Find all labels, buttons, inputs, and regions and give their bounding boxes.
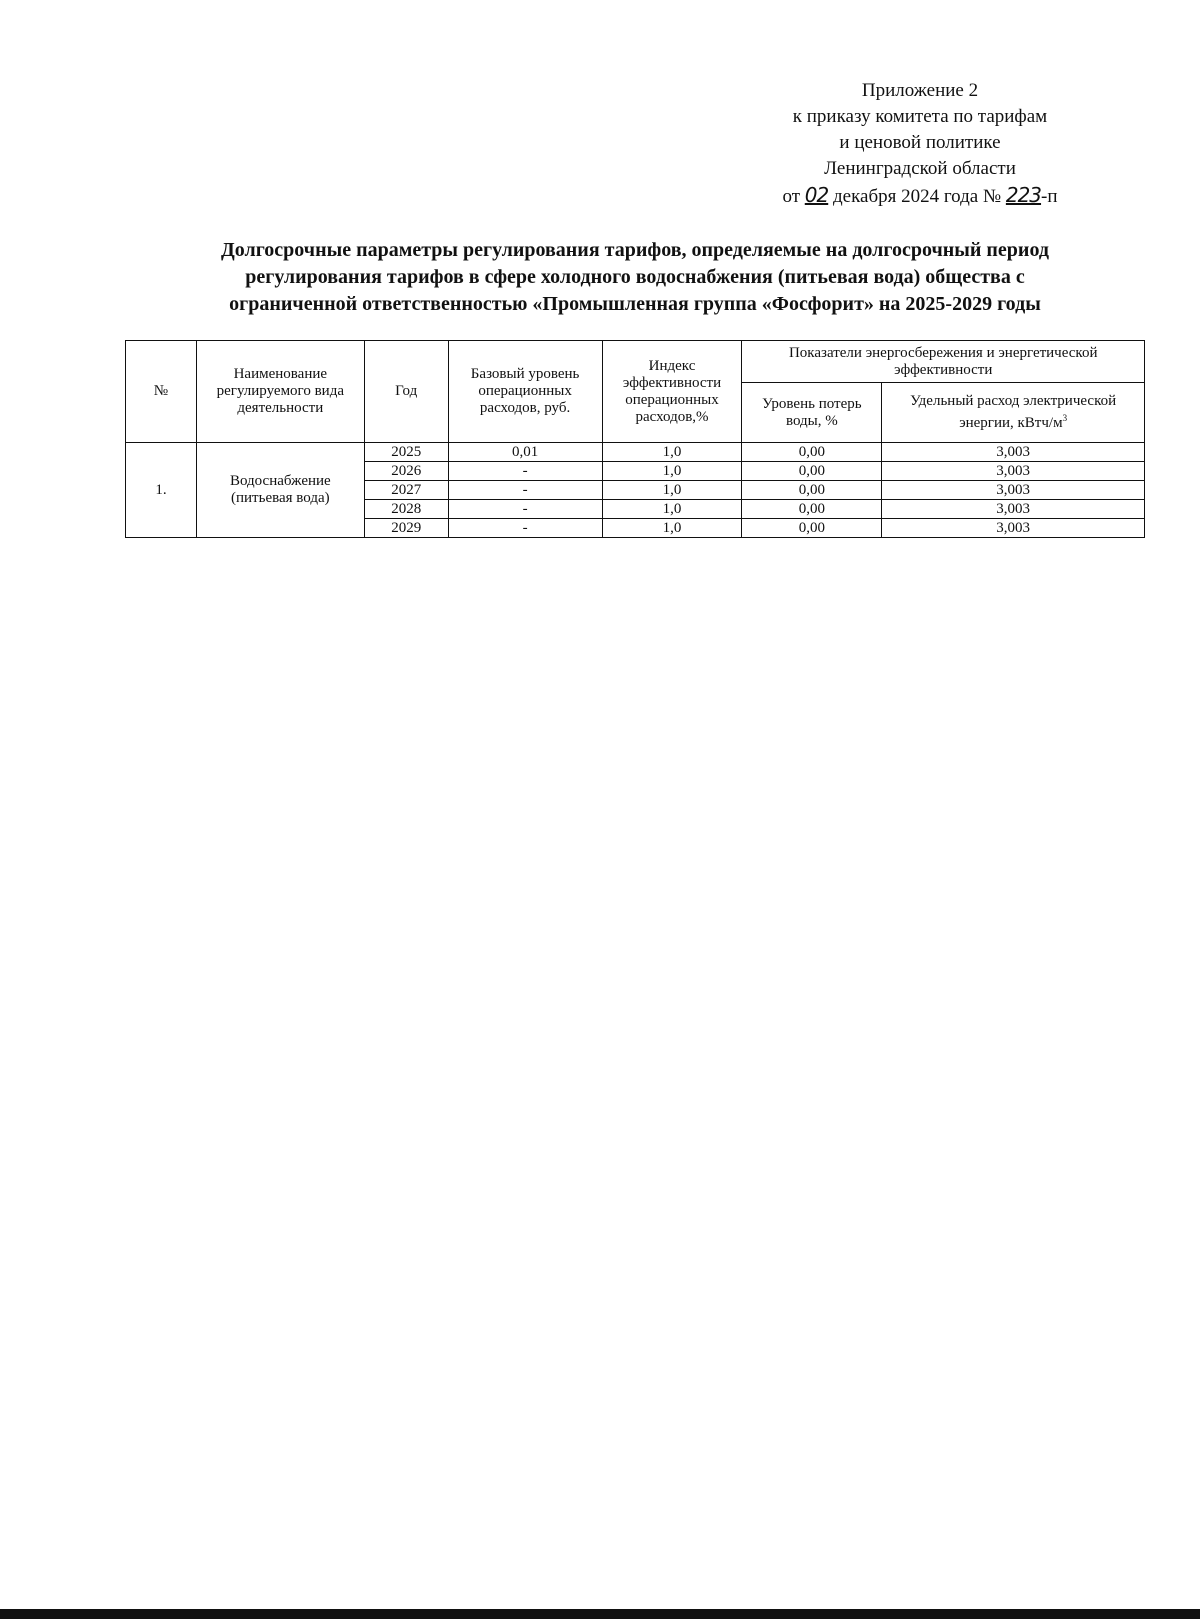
cell-base-level: - <box>448 462 602 481</box>
cell-losses: 0,00 <box>742 462 882 481</box>
document-title <box>120 237 1150 318</box>
handwritten-day: 02 <box>804 183 829 207</box>
header-activity: Наименование регулируемого вида деятельности <box>196 341 364 443</box>
appendix-region: Ленинградской области <box>824 158 1016 179</box>
appendix-title: Приложение 2 <box>861 80 979 101</box>
energy-unit-superscript: 3 <box>1062 413 1068 423</box>
parameters-table <box>125 340 1145 538</box>
appendix-committee: и ценовой политике <box>839 132 1001 153</box>
cell-year: 2026 <box>364 462 448 481</box>
row-activity: Водоснабжение (питьевая вода) <box>196 443 364 538</box>
cell-energy: 3,003 <box>882 443 1145 462</box>
title-line-2: регулирования тарифов в сфере холодного водоснабжения (питьевая вода) общества с <box>245 266 1025 288</box>
cell-index: 1,0 <box>602 519 742 538</box>
scan-bottom-edge <box>0 1609 1200 1619</box>
cell-energy: 3,003 <box>882 519 1145 538</box>
header-water-losses: Уровень потерь воды, % <box>742 383 882 443</box>
cell-year: 2028 <box>364 500 448 519</box>
cell-energy: 3,003 <box>882 481 1145 500</box>
cell-base-level: 0,01 <box>448 443 602 462</box>
cell-index: 1,0 <box>602 443 742 462</box>
table-row <box>126 443 1145 462</box>
order-suffix: -п <box>1041 186 1058 207</box>
header-number: № <box>126 341 197 443</box>
appendix-header <box>720 78 1120 210</box>
header-base-level: Базовый уровень операционных расходов, руб. <box>448 341 602 443</box>
cell-energy: 3,003 <box>882 462 1145 481</box>
header-year: Год <box>364 341 448 443</box>
header-energy-group: Показатели энергосбережения и энергетической эффективности <box>742 341 1145 383</box>
cell-losses: 0,00 <box>742 481 882 500</box>
cell-losses: 0,00 <box>742 443 882 462</box>
date-middle: декабря 2024 года № <box>828 186 1006 207</box>
header-energy-consumption <box>882 383 1145 443</box>
cell-base-level: - <box>448 500 602 519</box>
row-number: 1. <box>126 443 197 538</box>
cell-year: 2029 <box>364 519 448 538</box>
handwritten-order-number: 223 <box>1005 183 1042 207</box>
cell-base-level: - <box>448 519 602 538</box>
date-prefix: от <box>782 186 805 207</box>
cell-index: 1,0 <box>602 500 742 519</box>
appendix-order-ref: к приказу комитета по тарифам <box>792 106 1048 127</box>
cell-year: 2027 <box>364 481 448 500</box>
cell-index: 1,0 <box>602 481 742 500</box>
cell-year: 2025 <box>364 443 448 462</box>
title-line-1: Долгосрочные параметры регулирования тарифов, определяемые на долгосрочный период <box>221 239 1049 261</box>
header-efficiency-index: Индекс эффективности операционных расходов,% <box>602 341 742 443</box>
cell-losses: 0,00 <box>742 500 882 519</box>
title-line-3: ограниченной ответственностью «Промышленная группа «Фосфорит» на 2025-2029 годы <box>229 293 1041 315</box>
cell-base-level: - <box>448 481 602 500</box>
cell-energy: 3,003 <box>882 500 1145 519</box>
cell-index: 1,0 <box>602 462 742 481</box>
energy-header-text: Удельный расход электрической энергии, кВтч/м <box>910 393 1117 431</box>
appendix-date-line <box>720 182 1120 210</box>
cell-losses: 0,00 <box>742 519 882 538</box>
